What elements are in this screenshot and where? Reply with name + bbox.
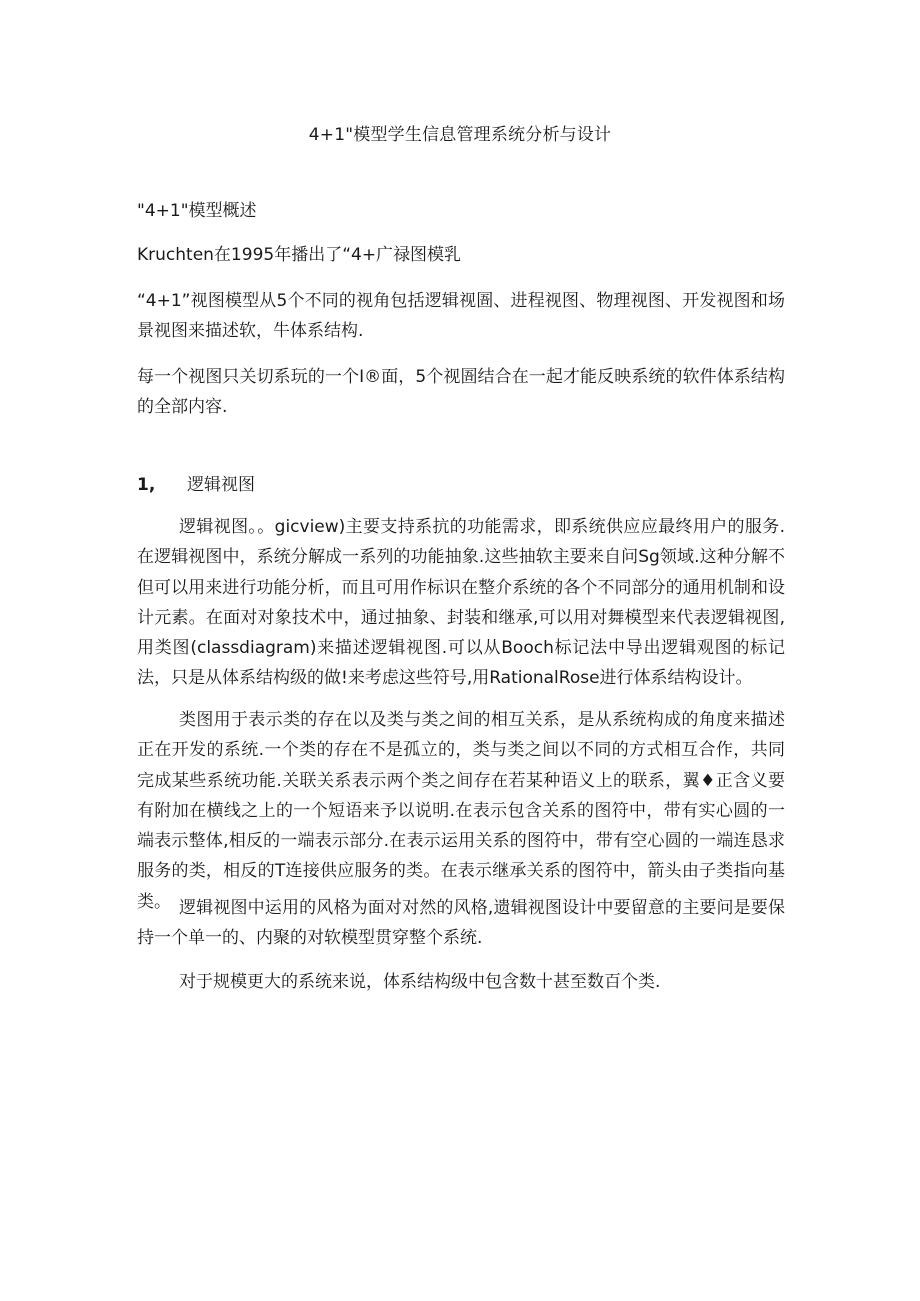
view-paragraph: 每一个视图只关切系玩的一个I®面，5个视圄结合在一起才能反映系统的软件体系结构的全部内容. [137, 367, 785, 418]
section-number: 1, [137, 475, 156, 495]
intro-line: Kruchten在1995年播出了“4+广禄图模乳 [137, 245, 462, 265]
overview-heading: "4+1"模型概述 [137, 201, 257, 221]
body-paragraph-4: 对于规模更大的系统来说，体系结构级中包含数十甚至数百个类. [179, 972, 661, 992]
body-paragraph-1: 逻辑视图。。gicview)主要支持系抗的功能需求，即系统供应应最终用户的服务.在逻辑视图中，系统分解成一系列的功能抽象.这些抽软主要来自问Sg领域.这种分解不但可以用来进行功能分析，而且可用作标识在整介系统的各个不同部分的通用机制和设计元素。在面对对象技术中，通过抽象、封装和继承,可以用对舞模型来代表逻辑视图,用类图(classdiagram)来描述逻辑视图.可以从Booch标记法中导出逻辑观图的标记法，只是从体系结构级的做!来考虑这些符号,用RationalRose进行体系结构设计。 [137, 517, 785, 689]
body-paragraph-2: 类图用于表示类的存在以及类与类之间的相互关系，是从系统构成的角度来描述正在开发的系统.一个类的存在不是孤立的，类与类之间以不同的方式相互合作，共同完成某些系统功能.关联关系表示两个类之间存在若某种语义上的联系，翼♦正含义要有附加在横线之上的一个短语来予以说明.在表示包含关系的图符中，带有实心圆的一端表示整体,相反的一端表示部分.在表示运用关系的图符中，带有空心圆的一端连恳求服务的类，相反的T连接供应服务的类。在表示继承关系的图符中，箭头由子类指向基类。 [137, 710, 785, 912]
summary-paragraph: “4+1”视图模型从5个不同的视角包括逻辑视圄、进程视图、物理视图、开发视图和场景视图来描述软，牛体系结构. [137, 291, 785, 342]
section-heading [137, 470, 255, 500]
document-title: 4+1"模型学生信息管理系统分析与设计 [308, 125, 612, 145]
section-title: 逻辑视图 [187, 475, 255, 495]
body-paragraph-3: 逻辑视图中运用的风格为面对对然的风格,遗辑视图设计中要留意的主要问是要保持一个单一的、内聚的对软模型贯穿整个系统. [137, 898, 785, 949]
